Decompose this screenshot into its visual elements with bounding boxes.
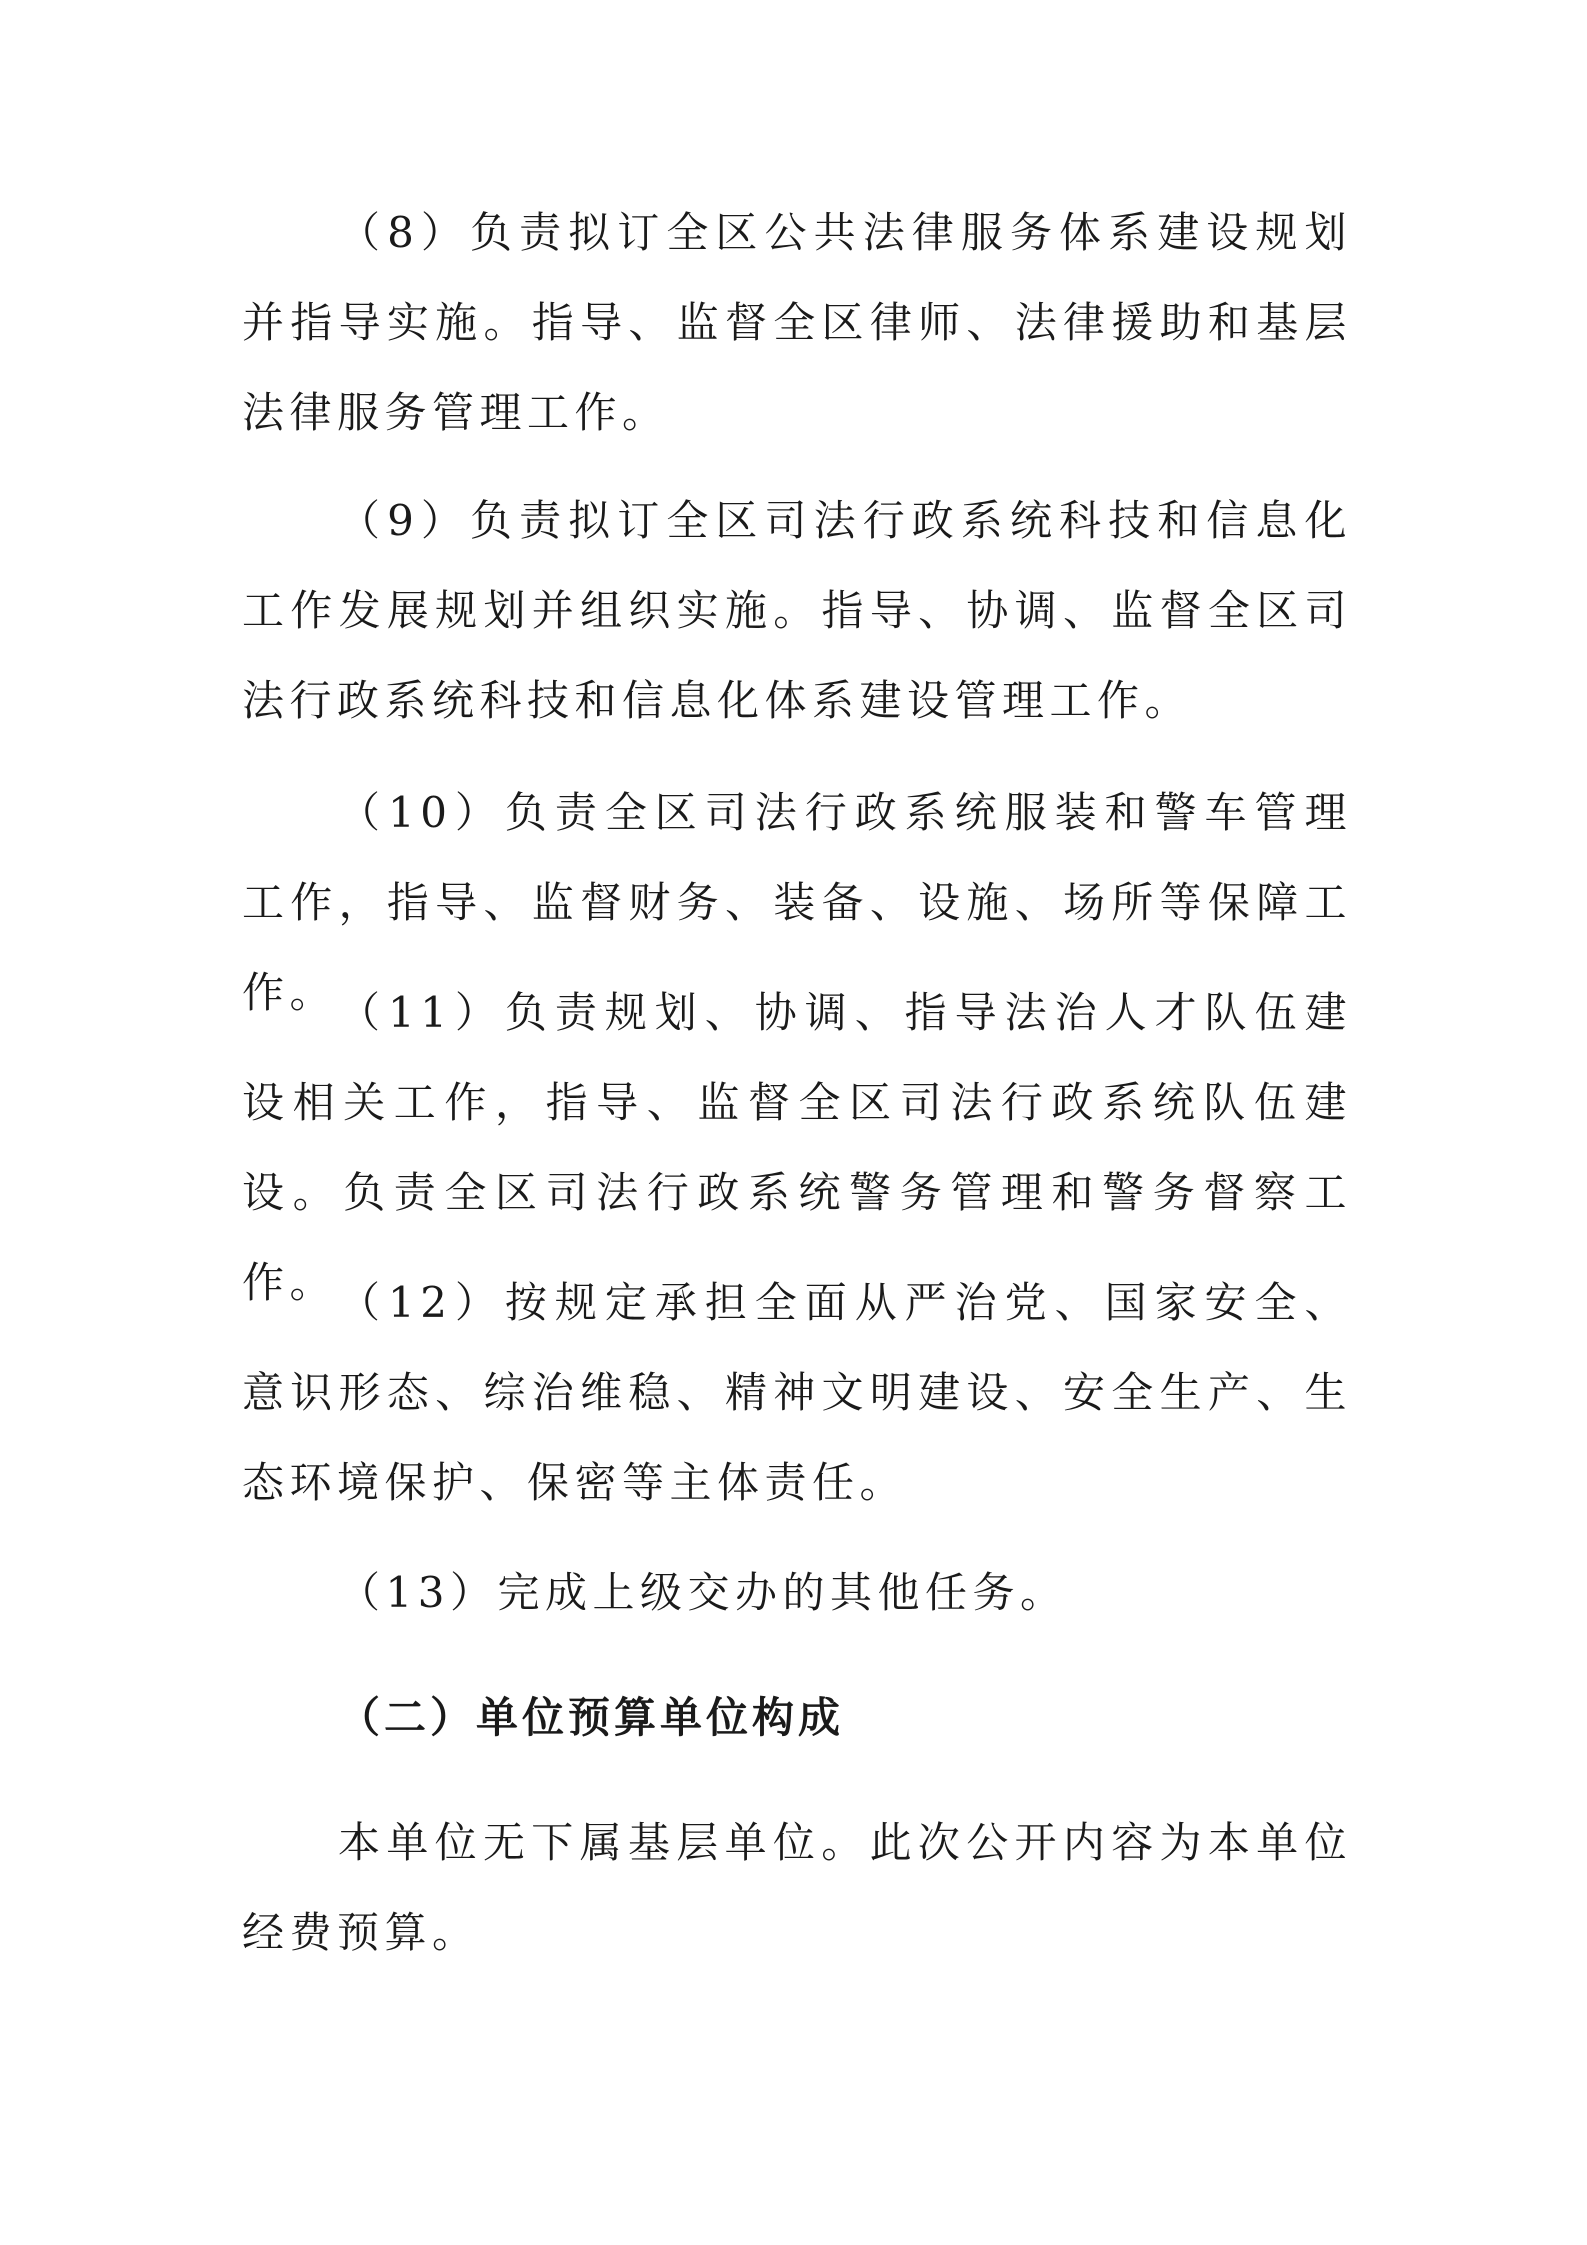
paragraph-item-11: （11）负责规划、协调、指导法治人才队伍建设相关工作，指导、监督全区司法行政系统队伍建设。负责全区司法行政系统警务管理和警务督察工作。	[242, 988, 1352, 1307]
closing-paragraph: 本单位无下属基层单位。此次公开内容为本单位经费预算。	[242, 1818, 1352, 1957]
paragraph-item-12: （12）按规定承担全面从严治党、国家安全、意识形态、综治维稳、精神文明建设、安全生产、生态环境保护、保密等主体责任。	[242, 1278, 1352, 1507]
paragraph-item-10: （10）负责全区司法行政系统服装和警车管理工作，指导、监督财务、装备、设施、场所等保障工作。	[242, 788, 1352, 1017]
paragraph-item-13: （13）完成上级交办的其他任务。	[338, 1568, 1068, 1617]
paragraph-item-9: （9）负责拟订全区司法行政系统科技和信息化工作发展规划并组织实施。指导、协调、监督全区司法行政系统科技和信息化体系建设管理工作。	[242, 496, 1352, 725]
paragraph-item-8: （8）负责拟订全区公共法律服务体系建设规划并指导实施。指导、监督全区律师、法律援助和基层法律服务管理工作。	[242, 208, 1352, 437]
section-heading: （二）单位预算单位构成	[338, 1693, 845, 1742]
